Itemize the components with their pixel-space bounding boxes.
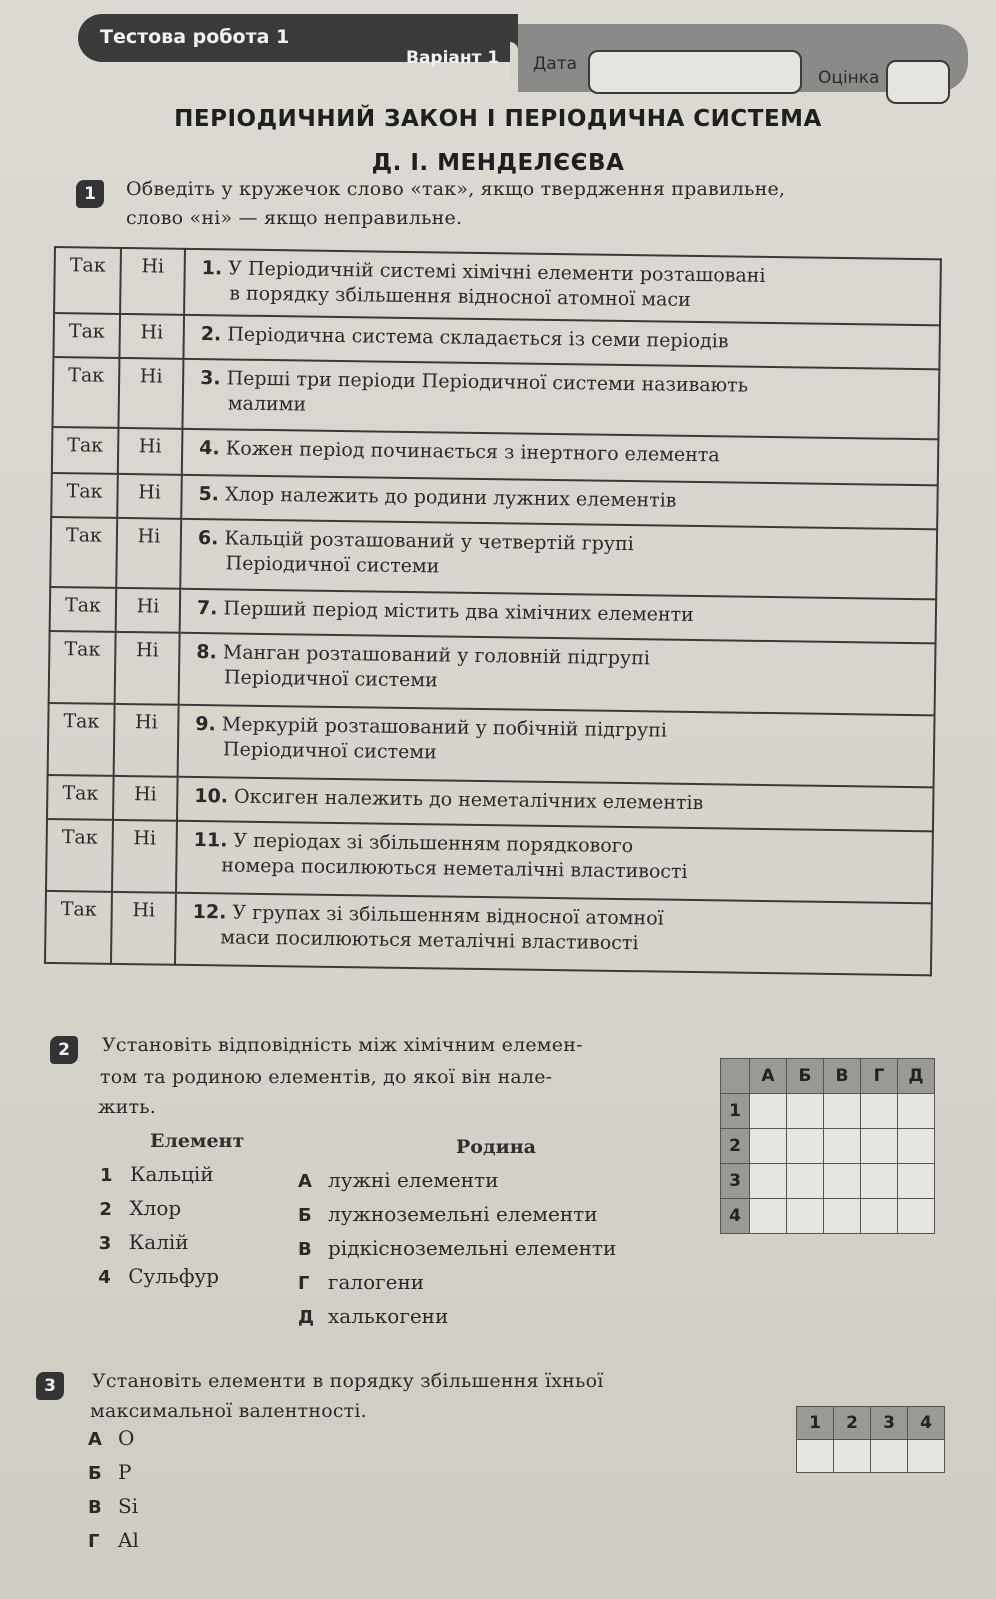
test-title: Тестова робота 1 [100, 26, 290, 48]
family-key: Г [298, 1273, 310, 1294]
statement-line2: Періодичної системи [223, 666, 438, 692]
element-item [99, 1230, 189, 1254]
answer-cell[interactable] [787, 1094, 824, 1129]
statement-row [54, 247, 941, 325]
statement-text [179, 633, 936, 716]
statement-text [182, 359, 939, 440]
family-name: галогени [328, 1270, 425, 1294]
answer-cell[interactable] [861, 1164, 898, 1199]
grade-field[interactable] [886, 60, 950, 104]
statement-text [176, 821, 933, 904]
element-key: 3 [98, 1233, 112, 1254]
family-name: рідкісноземельні елементи [328, 1236, 617, 1260]
task3-number-badge: 3 [36, 1372, 64, 1400]
answer-cell[interactable] [824, 1129, 861, 1164]
statement-line2: маси посилюються металічні властивості [220, 926, 639, 955]
element-key: 2 [99, 1199, 112, 1220]
family-item [298, 1202, 598, 1226]
task2-instruction-line3: жить. [98, 1096, 157, 1118]
task1-number-badge: 1 [76, 180, 104, 208]
option-element: P [118, 1460, 132, 1484]
statement-line2: малими [227, 392, 307, 416]
grid-row-header: 4 [721, 1199, 750, 1234]
answer-yes[interactable]: Так [54, 247, 121, 314]
statement-number: 2. [200, 323, 222, 346]
grid-row [721, 1129, 935, 1164]
family-item [298, 1168, 498, 1192]
family-key: Б [298, 1205, 312, 1226]
answer-cell[interactable] [898, 1199, 935, 1234]
statement-line1: Кальцій розташований у четвертій групі [224, 527, 634, 556]
answer-yes[interactable]: Так [47, 775, 114, 820]
answer-cell[interactable] [750, 1129, 787, 1164]
task3-instruction-line1: Установіть елементи в порядку збільшення їхньої [92, 1370, 604, 1392]
answer-yes[interactable]: Так [51, 473, 118, 518]
grid-col-header: В [824, 1059, 861, 1094]
statement-line1: Перший період містить два хімічних елементи [223, 597, 694, 626]
statement-number: 4. [199, 437, 220, 460]
statement-line2: номера посилюються неметалічні властивості [221, 854, 688, 883]
grid-col-header: 4 [908, 1407, 945, 1440]
grid-row [721, 1199, 935, 1234]
task1-instruction-line1: Обведіть у кружечок слово «так», якщо твердження правильне, [126, 178, 786, 200]
answer-no[interactable]: Ні [111, 892, 176, 965]
answer-cell[interactable] [750, 1164, 787, 1199]
grid-corner [721, 1059, 750, 1094]
answer-cell[interactable] [908, 1440, 945, 1473]
family-item [298, 1304, 448, 1328]
answer-cell[interactable] [898, 1164, 935, 1199]
answer-yes[interactable]: Так [52, 427, 119, 474]
answer-cell[interactable] [861, 1129, 898, 1164]
task2-number-badge: 2 [50, 1036, 78, 1064]
answer-no[interactable]: Ні [117, 474, 182, 519]
statement-line1: Меркурій розташований у побічній підгрупі [221, 713, 668, 742]
statement-row [52, 357, 939, 439]
family-name: халькогени [328, 1304, 449, 1328]
grid-col-header: А [750, 1059, 787, 1094]
statement-number: 9. [195, 713, 216, 736]
statement-text [184, 249, 941, 326]
statement-number: 6. [197, 527, 219, 550]
task2-instruction-line1: Установіть відповідність між хімічним елемен- [102, 1034, 583, 1056]
statement-line2: Періодичної системи [225, 552, 440, 578]
answer-yes[interactable]: Так [48, 703, 115, 776]
statement-line1: Періодична система складається із семи періодів [227, 323, 729, 353]
answer-yes[interactable]: Так [53, 313, 120, 358]
statements-table [44, 246, 942, 976]
answer-cell[interactable] [750, 1199, 787, 1234]
answer-cell[interactable] [861, 1199, 898, 1234]
variant-label: Варіант 1 [406, 48, 500, 68]
task2-answer-grid [720, 1058, 935, 1234]
statement-text [175, 893, 932, 976]
answer-no[interactable]: Ні [114, 704, 179, 777]
answer-cell[interactable] [898, 1094, 935, 1129]
answer-cell[interactable] [824, 1164, 861, 1199]
page-title-line1: ПЕРІОДИЧНИЙ ЗАКОН І ПЕРІОДИЧНА СИСТЕМА [174, 106, 822, 132]
grid-row-header: 1 [721, 1094, 750, 1129]
option-key: Г [88, 1531, 100, 1552]
element-column-header: Елемент [150, 1130, 245, 1152]
answer-cell[interactable] [871, 1440, 908, 1473]
statement-line1: Оксиген належить до неметалічних елементів [233, 785, 704, 815]
statement-row [50, 517, 937, 599]
page-title-line2: Д. І. МЕНДЕЛЄЄВА [371, 150, 625, 176]
answer-cell[interactable] [861, 1094, 898, 1129]
task2-instruction-line2: том та родиною елементів, до якої він нале- [100, 1066, 553, 1088]
statement-line1: Перші три періоди Періодичної системи називають [226, 367, 749, 397]
statement-text [180, 519, 937, 600]
option-element: Al [118, 1528, 139, 1552]
worksheet-header [78, 14, 968, 92]
answer-cell[interactable] [834, 1440, 871, 1473]
answer-cell[interactable] [824, 1199, 861, 1234]
answer-no[interactable]: Ні [112, 820, 177, 893]
grid-col-header: 1 [797, 1407, 834, 1440]
element-name: Калій [128, 1230, 189, 1254]
statement-text [178, 705, 935, 788]
element-name: Сульфур [128, 1264, 220, 1288]
family-key: А [298, 1171, 312, 1192]
option-element: O [118, 1426, 135, 1450]
family-name: лужні елементи [328, 1168, 499, 1192]
grid-col-header: 2 [834, 1407, 871, 1440]
statement-number: 1. [201, 257, 223, 280]
grid-header-row [797, 1407, 945, 1440]
answer-no[interactable]: Ні [119, 314, 184, 359]
answer-no[interactable]: Ні [120, 248, 185, 315]
answer-no[interactable]: Ні [116, 588, 181, 633]
statement-row [49, 631, 936, 715]
option-item [88, 1494, 138, 1518]
family-item [298, 1270, 424, 1294]
option-item [88, 1460, 131, 1484]
option-key: А [88, 1429, 102, 1450]
family-item [298, 1236, 616, 1260]
element-name: Хлор [129, 1196, 182, 1220]
answer-cell[interactable] [787, 1164, 824, 1199]
statement-line1: Манган розташований у головній підгрупі [222, 641, 651, 670]
option-key: Б [88, 1463, 102, 1484]
date-field[interactable] [588, 50, 802, 94]
option-item [88, 1426, 134, 1450]
element-key: 4 [98, 1267, 111, 1288]
statement-line1: Кожен період починається з інертного елемента [225, 437, 720, 467]
statement-line2: Періодичної системи [222, 738, 437, 764]
grid-row [721, 1164, 935, 1199]
answer-yes[interactable]: Так [52, 357, 119, 428]
option-key: В [88, 1497, 102, 1518]
element-name: Кальцій [130, 1162, 214, 1186]
family-key: Д [298, 1307, 315, 1328]
grid-col-header: Д [898, 1059, 935, 1094]
grid-col-header: Г [861, 1059, 898, 1094]
statement-number: 7. [196, 597, 218, 620]
family-name: лужноземельні елементи [328, 1202, 598, 1226]
answer-no[interactable]: Ні [118, 428, 183, 475]
statement-row [45, 891, 932, 975]
answer-cell[interactable] [750, 1094, 787, 1129]
element-key: 1 [100, 1165, 113, 1186]
task3-answer-grid [796, 1406, 945, 1473]
answer-yes[interactable]: Так [46, 819, 113, 892]
option-element: Si [118, 1494, 139, 1518]
statement-number: 12. [192, 901, 227, 924]
grid-row-header: 3 [721, 1164, 750, 1199]
answer-cell[interactable] [898, 1129, 935, 1164]
header-separator [510, 42, 518, 82]
grid-row-header: 2 [721, 1129, 750, 1164]
grid-col-header: Б [787, 1059, 824, 1094]
answer-yes[interactable]: Так [50, 517, 117, 588]
statement-number: 8. [196, 641, 217, 664]
option-item [88, 1528, 139, 1552]
element-item [99, 1196, 181, 1220]
grid-row [797, 1440, 945, 1473]
statement-row [46, 819, 933, 903]
answer-no[interactable]: Ні [116, 518, 181, 589]
statement-number: 11. [193, 829, 228, 852]
answer-no[interactable]: Ні [118, 358, 183, 429]
answer-yes[interactable]: Так [50, 587, 117, 632]
statement-line1: У групах зі збільшенням відносної атомної [232, 901, 664, 930]
task1-instruction-line2: слово «ні» — якщо неправильне. [126, 207, 463, 229]
task3-instruction-line2: максимальної валентності. [90, 1400, 367, 1422]
grade-label: Оцінка [818, 68, 880, 88]
statement-line1: У періодах зі збільшенням порядкового [233, 829, 634, 858]
family-column-header: Родина [456, 1136, 536, 1158]
answer-cell[interactable] [787, 1129, 824, 1164]
answer-no[interactable]: Ні [115, 632, 180, 705]
grid-col-header: 3 [871, 1407, 908, 1440]
statement-line2: в порядку збільшення відносної атомної маси [229, 282, 691, 311]
statement-number: 10. [194, 785, 229, 808]
grid-row [721, 1094, 935, 1129]
element-item [98, 1264, 219, 1288]
date-label: Дата [533, 54, 578, 74]
answer-yes[interactable]: Так [45, 891, 112, 964]
answer-cell[interactable] [824, 1094, 861, 1129]
answer-yes[interactable]: Так [49, 631, 116, 704]
statement-number: 3. [200, 367, 221, 390]
answer-cell[interactable] [797, 1440, 834, 1473]
family-key: В [298, 1239, 312, 1260]
statement-row [48, 703, 935, 787]
statement-number: 5. [198, 483, 220, 506]
answer-no[interactable]: Ні [113, 776, 178, 821]
statement-line1: У Періодичній системі хімічні елементи розташовані [228, 257, 766, 287]
element-item [100, 1162, 214, 1186]
statement-line1: Хлор належить до родини лужних елементів [224, 483, 677, 512]
answer-cell[interactable] [787, 1199, 824, 1234]
grid-header-row [721, 1059, 935, 1094]
